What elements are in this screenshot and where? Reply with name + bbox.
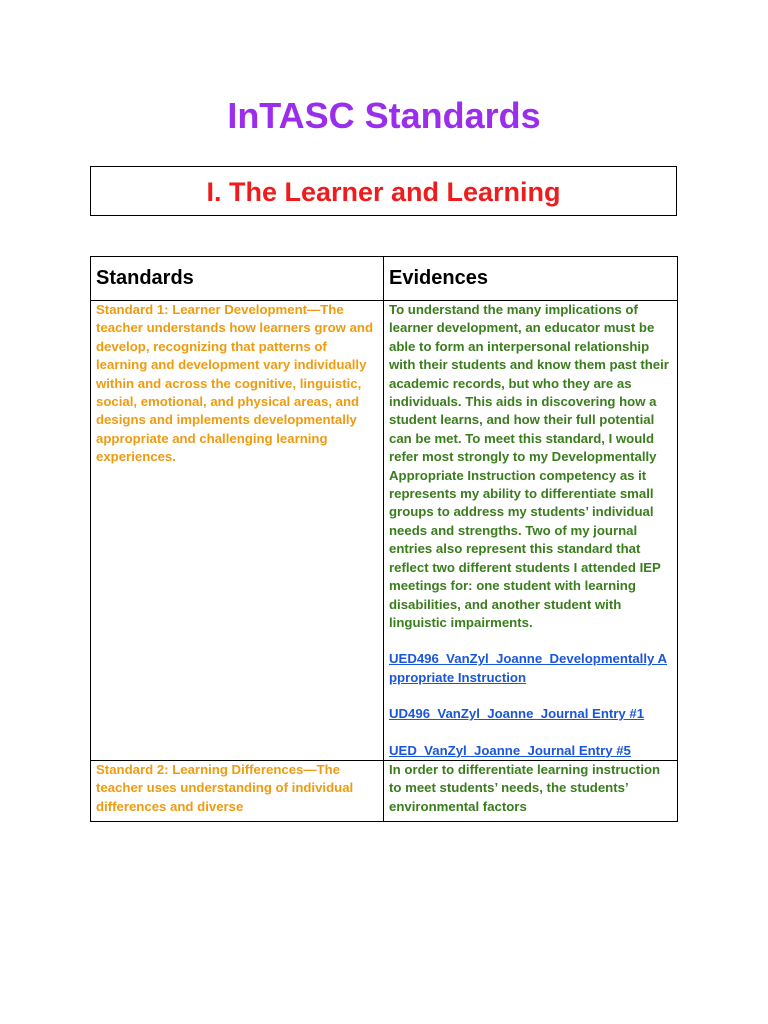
table-header-row [91, 257, 678, 301]
column-header-evidences: Evidences [384, 257, 678, 301]
standard-cell: Standard 1: Learner Development—The teacher understands how learners grow and develop, recognizing that patterns of learning and development vary individually within and across the cognitive, linguistic, social, emotional, and physical areas, and designs and implements developmentally appropriate and challenging learning experiences. [91, 301, 384, 761]
evidence-link-journal-entry-1[interactable]: UD496_VanZyl_Joanne_Journal Entry #1 [389, 706, 645, 722]
evidence-text: To understand the many implications of learner development, an educator must be able to form an interpersonal relationship with their students and know them past their academic records, but who they are as individuals. This aids in discovering how a student learns, and how their full potential can be met. To meet this standard, I would refer most strongly to my Developmentally Appropriate Instruction competency as it represents my ability to differentiate small groups to address my students’ individual needs and strengths. Two of my journal entries also represent this standard that reflect two different students I attended IEP meetings for: one student with learning disabilities, and another student with linguistic impairments. [389, 302, 669, 630]
page-title: InTASC Standards [227, 95, 541, 136]
column-header-standards: Standards [91, 257, 384, 301]
table-row [91, 301, 678, 761]
evidence-cell: In order to differentiate learning instruction to meet students’ needs, the students’ environmental factors [384, 760, 678, 821]
evidence-link-journal-entry-5[interactable]: UED_VanZyl_Joanne_Journal Entry #5 [389, 742, 631, 758]
evidence-link-developmentally-appropriate-instruction[interactable]: UED496_VanZyl_Joanne_Developmentally Appropriate Instruction [389, 651, 668, 685]
standards-table [90, 256, 678, 822]
section-heading: I. The Learner and Learning [90, 166, 677, 216]
evidence-cell [384, 301, 678, 761]
table-row [91, 760, 678, 821]
standard-cell: Standard 2: Learning Differences—The teacher uses understanding of individual differences and diverse [91, 760, 384, 821]
